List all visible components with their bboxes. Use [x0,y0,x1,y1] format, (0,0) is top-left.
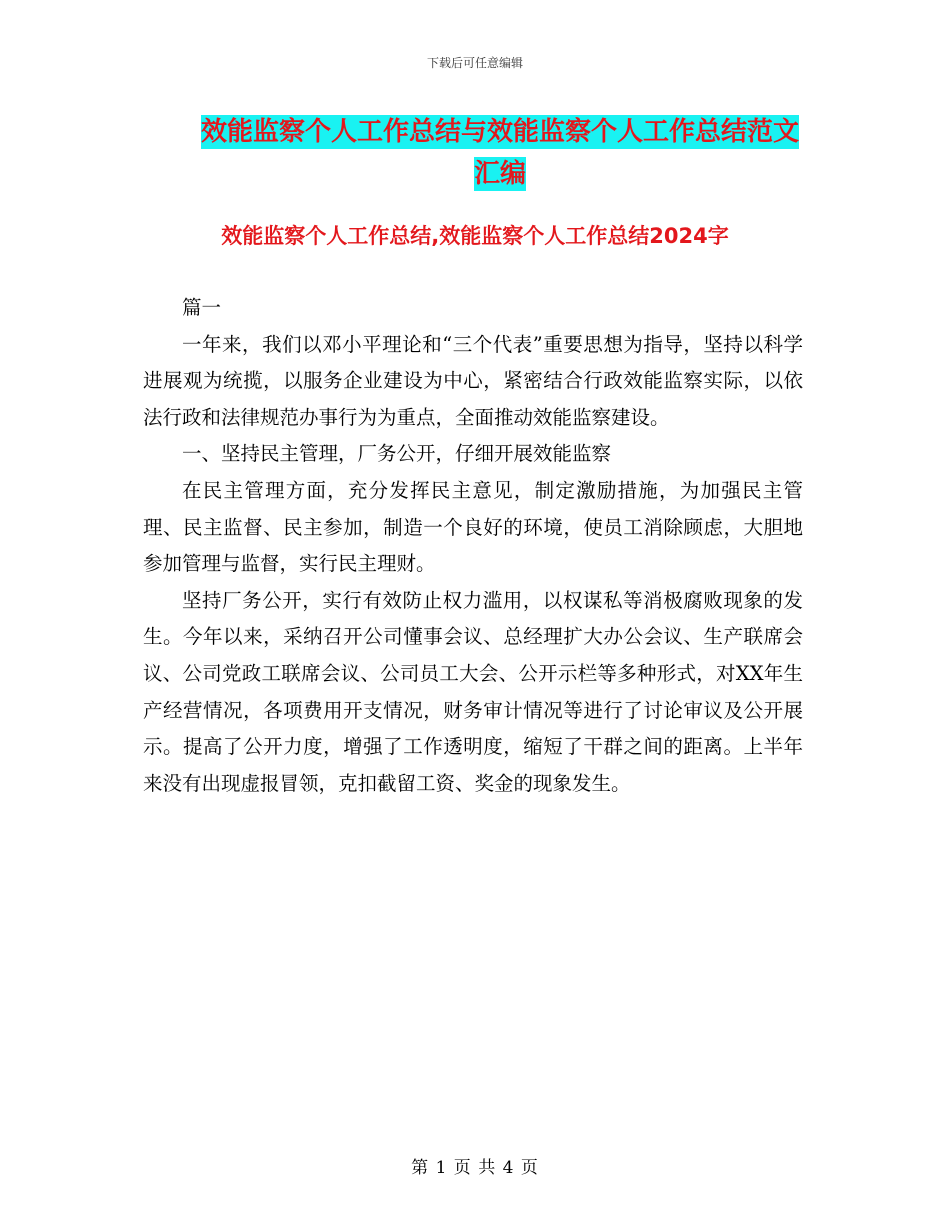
title-line-1: 效能监察个人工作总结与效能监察个人工作总结范文 [200,117,799,147]
document-subtitle: 效能监察个人工作总结,效能监察个人工作总结2024字 [221,224,729,248]
document-title [140,111,860,195]
page-number-footer: 第 1 页 共 4 页 [411,1158,539,1178]
title-line-2: 汇编 [473,159,526,189]
document-body [143,290,803,802]
section-label: 篇一 [182,296,222,319]
section-heading: 一、坚持民主管理，厂务公开，仔细开展效能监察 [182,442,612,466]
paragraph-intro: 一年来，我们以邓小平理论和“三个代表”重要思想为指导，坚持以科学进展观为统揽，以服务企业建设为中心，紧密结合行政效能监察实际，以依法行政和法律规范办事行为为重点，全面推动效能监察建设。 [143,332,803,429]
paragraph-factory-affairs: 坚持厂务公开，实行有效防止权力滥用，以权谋私等消极腐败现象的发生。今年以来，采纳召开公司懂事会议、总经理扩大办公会议、生产联席会议、公司党政工联席会议、公司员工大会、公开示栏等多种形式，对XX年生产经营情况，各项费用开支情况，财务审计情况等进行了讨论审议及公开展示。提高了公开力度，增强了工作透明度，缩短了干群之间的距离。上半年来没有出现虚报冒领，克扣截留工资、奖金的现象发生。 [143,588,803,795]
header-note: 下载后可任意编辑 [426,56,523,70]
paragraph-democratic-management: 在民主管理方面，充分发挥民主意见，制定激励措施，为加强民主管理、民主监督、民主参加，制造一个良好的环境，使员工消除顾虑，大胆地参加管理与监督，实行民主理财。 [143,478,803,576]
